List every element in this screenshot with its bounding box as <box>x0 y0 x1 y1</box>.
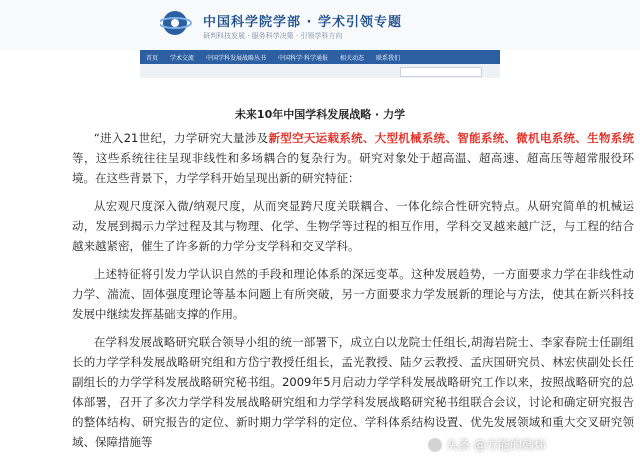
article-title: 未来10年中国学科发展战略 · 力学 <box>234 108 406 121</box>
cas-logo-icon <box>160 8 196 38</box>
nav-item-contact[interactable]: 联系我们 <box>375 54 400 62</box>
highlighted-systems: 新型空天运载系统、大型机械系统、智能系统、微机电系统、生物系统 <box>268 131 635 145</box>
nav-item-science-bulletin[interactable]: 中国科学·科学通报 <box>278 54 328 62</box>
watermark-text: 头条 @方能的韩炜 <box>446 438 546 452</box>
site-subtitle: 研判科技发展 · 服务科学决策 · 引领学科方向 <box>203 32 343 40</box>
nav-item-academic-exchange[interactable]: 学术交流 <box>170 54 195 62</box>
paragraph-4: 在学科发展战略研究联合领导小组的统一部署下，成立白以龙院士任组长,胡海岩院士、李家春院士任副组长的力学学科发展战略研究组和方岱宁教授任组长，孟光教授、陆夕云教授、孟庆国研究员、林宏侠副处长任副组长的力学学科发展战略研究秘书组。2009年5月启动力学学科发展战略研究工作以来，按照战略研究的总体部署，召开了多次力学学科发展战略研究组和力学学科发展战略研究秘书组联合会议，讨论和确定研究报告的整体结构、研究报告的定位、新时期力学学科的定位、学科体系结构设置、优先发展领域和重大交叉研究领域、保障措施等 <box>72 335 634 449</box>
site-banner <box>0 0 640 50</box>
paragraph-2: 从宏观尺度深入微/纳观尺度，从而突显跨尺度关联耦合、一体化综合性研究特点。从研究简单的机械运动，发展到揭示力学过程及其与物理、化学、生物学等过程的相互作用，学科交叉越来越广泛，与工程的结合越来越紧密，催生了许多新的力学分支学科和交叉学科。 <box>72 199 634 253</box>
site-title: 中国科学院学部 · 学术引领专题 <box>203 15 402 30</box>
paragraph-1-rest: 等，这些系统往往呈现非线性和多场耦合的复杂行为。研究对象处于超高温、超高速、超高压等超常服役环境。在这些背景下，力学学科开始呈现出新的研究特征： <box>72 151 634 185</box>
nav-item-home[interactable]: 首页 <box>146 54 159 62</box>
paragraph-1 <box>72 128 634 188</box>
search-strip <box>140 64 500 78</box>
article-body <box>72 128 634 460</box>
search-input[interactable] <box>400 67 482 77</box>
paragraph-1-intro: “进入21世纪，力学研究大量涉及 <box>93 131 269 145</box>
watermark <box>428 436 546 453</box>
toutiao-logo-icon <box>428 438 442 452</box>
main-nav <box>140 50 500 64</box>
nav-item-news[interactable]: 相关动态 <box>339 54 364 62</box>
nav-item-strategy-series[interactable]: 中国学科发展战略丛书 <box>206 54 267 62</box>
paragraph-3: 上述特征将引发力学认识自然的手段和理论体系的深远变革。这种发展趋势，一方面要求力学在非线性动力学、湍流、固体强度理论等基本问题上有所突破，另一方面要求力学发展新的理论与方法，使其在新兴科技发展中继续发挥基础支撑的作用。 <box>72 267 634 321</box>
